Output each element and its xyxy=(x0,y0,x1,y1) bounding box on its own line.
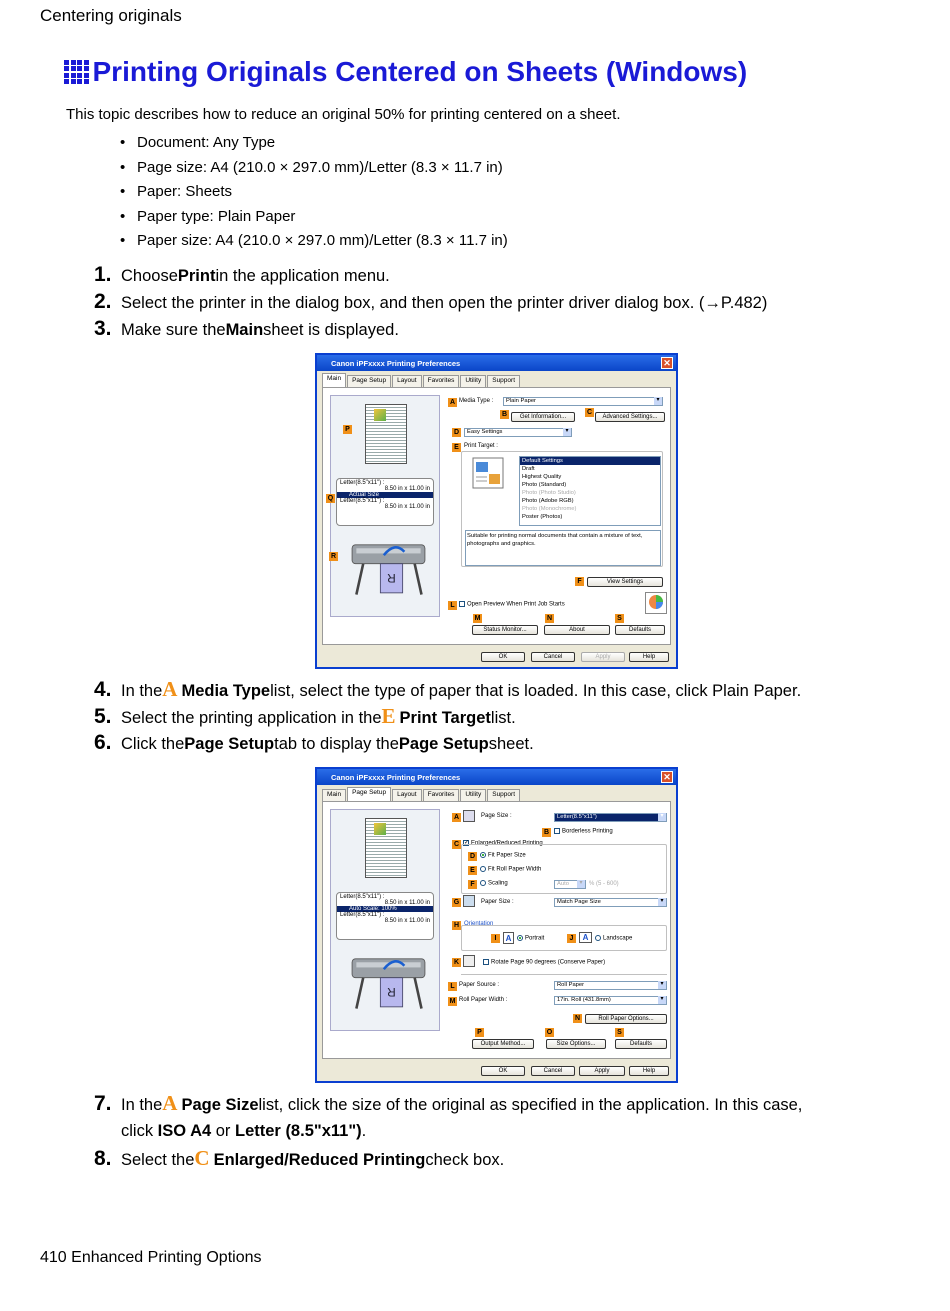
tab-utility[interactable]: Utility xyxy=(460,789,486,803)
list-item: • Paper type: Plain Paper xyxy=(120,207,296,225)
title-text: Printing Originals Centered on Sheets (Windows) xyxy=(92,56,748,87)
roll-paper-width-select[interactable]: 17in. Roll (431.8mm) ▾ xyxy=(554,996,667,1005)
tab-page-setup[interactable]: Page Setup xyxy=(347,787,391,801)
printing-preferences-dialog-page-setup xyxy=(315,767,678,1083)
fit-roll-paper-width-radio[interactable]: Fit Roll Paper Width xyxy=(480,866,541,873)
list-item[interactable]: Highest Quality xyxy=(522,474,562,480)
svg-text:R: R xyxy=(387,985,396,999)
tab-utility[interactable]: Utility xyxy=(460,375,486,389)
paper-source-select[interactable]: Roll Paper ▾ xyxy=(554,981,667,990)
enlarged-reduced-checkbox[interactable]: ✓ Enlarged/Reduced Printing xyxy=(464,840,543,847)
page-preview xyxy=(365,404,407,464)
apply-button[interactable]: Apply xyxy=(581,652,625,662)
tab-main[interactable]: Main xyxy=(322,373,346,387)
defaults-button[interactable]: Defaults xyxy=(615,625,665,635)
step-7-continued: click ISO A4 or Letter (8.5"x11"). xyxy=(121,1122,367,1140)
page-preview xyxy=(365,818,407,878)
step-5: 5. Select the printing application in the E Print Target list. xyxy=(94,704,516,728)
tab-favorites[interactable]: Favorites xyxy=(423,789,460,803)
size-options-button[interactable]: Size Options... xyxy=(546,1039,606,1049)
ok-button[interactable]: OK xyxy=(481,652,525,662)
page-title xyxy=(64,56,747,88)
list-item[interactable]: Poster (Photos) xyxy=(522,514,563,520)
rotate-icon xyxy=(463,955,475,967)
dialog-titlebar: Canon iPFxxxx Printing Preferences ✕ xyxy=(317,769,676,785)
output-method-button[interactable]: Output Method... xyxy=(472,1039,534,1049)
advanced-settings-button[interactable]: Advanced Settings... xyxy=(595,412,665,422)
help-button[interactable]: Help xyxy=(629,1066,669,1076)
list-item[interactable]: Photo (Photo Studio) xyxy=(522,490,576,496)
step-3: 3. Make sure the Main sheet is displayed. xyxy=(94,317,399,340)
tab-favorites[interactable]: Favorites xyxy=(423,375,460,389)
page-icon xyxy=(463,810,475,822)
get-information-button[interactable]: Get Information... xyxy=(511,412,575,422)
page-footer: 410 Enhanced Printing Options xyxy=(40,1249,262,1266)
easy-settings-select[interactable]: Easy Settings ▾ xyxy=(464,428,572,437)
help-button[interactable]: Help xyxy=(629,652,669,662)
list-item[interactable]: Photo (Monochrome) xyxy=(522,506,577,512)
tab-support[interactable]: Support xyxy=(487,375,520,389)
print-target-list[interactable] xyxy=(519,456,661,526)
printer-icon xyxy=(341,538,436,598)
rotate-checkbox[interactable]: Rotate Page 90 degrees (Conserve Paper) xyxy=(483,959,605,966)
tab-support[interactable]: Support xyxy=(487,789,520,803)
cancel-button[interactable]: Cancel xyxy=(531,652,575,662)
roll-paper-options-button[interactable]: Roll Paper Options... xyxy=(585,1014,667,1024)
tab-page-setup[interactable]: Page Setup xyxy=(347,375,391,389)
list-item[interactable]: Photo (Standard) xyxy=(522,482,567,488)
step-7: 7. In the A Page Size list, click the size of the original as specified in the application. In this case, xyxy=(94,1091,803,1115)
scaling-radio[interactable]: Scaling xyxy=(480,880,508,887)
cancel-button[interactable]: Cancel xyxy=(531,1066,575,1076)
step-4: 4. In the A Media Type list, select the type of paper that is loaded. In this case, click Plain Paper. xyxy=(94,677,802,701)
list-item: • Paper: Sheets xyxy=(120,183,233,200)
open-preview-checkbox[interactable]: Open Preview When Print Job Starts xyxy=(459,601,565,608)
grid-icon xyxy=(64,60,89,85)
close-icon[interactable]: ✕ xyxy=(661,771,673,783)
step-2: 2. Select the printer in the dialog box, and then open the printer driver dialog box. (→P.482) xyxy=(94,290,768,313)
apply-button[interactable]: Apply xyxy=(579,1066,625,1076)
close-icon[interactable]: ✕ xyxy=(661,357,673,369)
description-box: Suitable for printing normal documents that contain a mixture of text, photographs and graphics. xyxy=(465,530,661,566)
step-1: 1. Choose Print in the application menu. xyxy=(94,263,390,286)
list-item: • Paper size: A4 (210.0 × 297.0 mm)/Letter (8.3 × 11.7 in) xyxy=(120,232,508,249)
dialog-titlebar: Canon iPFxxxx Printing Preferences ✕ xyxy=(317,355,676,371)
size-info-box: Letter(8.5"x11") : 8.50 in x 11.00 in Actual Size Letter(8.5"x11") : 8.50 in x 11.00 in xyxy=(336,478,434,526)
running-head: Centering originals xyxy=(40,6,182,25)
tab-layout[interactable]: Layout xyxy=(392,375,422,389)
status-monitor-button[interactable]: Status Monitor... xyxy=(472,625,538,635)
list-item[interactable]: Draft xyxy=(522,466,535,472)
main-panel: Letter(8.5"x11") : 8.50 in x 11.00 in Actual Size Letter(8.5"x11") : 8.50 in x 11.00 in R P Q R A Media Type : Plain Paper ▾ B Get Information... C Advanced Settings... D Easy Settings ▾ E Print Target : Default Settings Draft Highest Quality Photo (Standard) Photo (Photo Studio) Photo (Adobe RGB) Photo (Monochrome) Poster (Photos) Suitable for printing normal documents that contain a mixture of text, photographs and graphics. F View Settings L Open Preview When Print Job Starts M N S Status Monitor... About Defaults xyxy=(322,387,671,645)
color-wheel-icon[interactable] xyxy=(645,592,667,614)
size-info-box: Letter(8.5"x11") : 8.50 in x 11.00 in Auto Scale: 100% Letter(8.5"x11") : 8.50 in x 11.00 in xyxy=(336,892,434,940)
document-icon xyxy=(471,456,505,490)
condition-list xyxy=(120,134,508,257)
landscape-icon: A xyxy=(579,932,592,943)
page-size-select[interactable]: Letter(8.5"x11") ▾ xyxy=(554,813,667,822)
tab-layout[interactable]: Layout xyxy=(392,789,422,803)
list-item: • Page size: A4 (210.0 × 297.0 mm)/Letter (8.3 × 11.7 in) xyxy=(120,158,503,176)
scaling-input[interactable]: Auto ▾ xyxy=(554,880,586,889)
paper-size-select[interactable]: Match Page Size ▾ xyxy=(554,898,667,907)
svg-text:R: R xyxy=(387,571,396,585)
tab-main[interactable]: Main xyxy=(322,789,346,803)
list-item[interactable]: Photo (Adobe RGB) xyxy=(522,498,574,504)
view-settings-button[interactable]: View Settings xyxy=(587,577,663,587)
fit-paper-size-radio[interactable]: Fit Paper Size xyxy=(480,852,526,859)
intro-text: This topic describes how to reduce an original 50% for printing centered on a sheet. xyxy=(66,106,621,123)
printing-preferences-dialog-main xyxy=(315,353,678,669)
portrait-icon: A xyxy=(503,932,514,944)
divider xyxy=(461,974,667,975)
media-type-select[interactable]: Plain Paper ▾ xyxy=(503,397,663,406)
portrait-radio[interactable]: Portrait xyxy=(517,935,544,942)
printer-icon xyxy=(341,952,436,1012)
list-item[interactable]: Default Settings xyxy=(520,457,660,465)
list-item: • Document: Any Type xyxy=(120,134,276,151)
borderless-printing-checkbox[interactable]: Borderless Printing xyxy=(554,828,613,835)
printer-small-icon xyxy=(463,895,475,907)
preview-pane xyxy=(330,809,440,1031)
step-6: 6. Click the Page Setup tab to display the Page Setup sheet. xyxy=(94,731,534,754)
defaults-button[interactable]: Defaults xyxy=(615,1039,667,1049)
about-button[interactable]: About xyxy=(544,625,610,635)
landscape-radio[interactable]: Landscape xyxy=(595,935,632,942)
page-setup-panel: Letter(8.5"x11") : 8.50 in x 11.00 in Auto Scale: 100% Letter(8.5"x11") : 8.50 in x 11.00 in R A Page Size : Letter(8.5"x11") ▾ B Borderless Printing C ✓ Enlarged/Reduced Printing D Fit Paper Size E Fit Roll Paper Width F Scaling Auto ▾ % (5 - 600) G Paper Size : Match Page Size ▾ H Orientation I A Portrait J A Landscape K Rotate Page 90 degrees (Conserve Paper) L Paper Source : Roll Paper ▾ M Roll Paper Width : 17in. Roll (431.8mm) ▾ N Roll Paper Options... P O S Output Method... Size Options... Defaults xyxy=(322,801,671,1059)
step-8: 8. Select the C Enlarged/Reduced Printing check box. xyxy=(94,1146,505,1170)
ok-button[interactable]: OK xyxy=(481,1066,525,1076)
